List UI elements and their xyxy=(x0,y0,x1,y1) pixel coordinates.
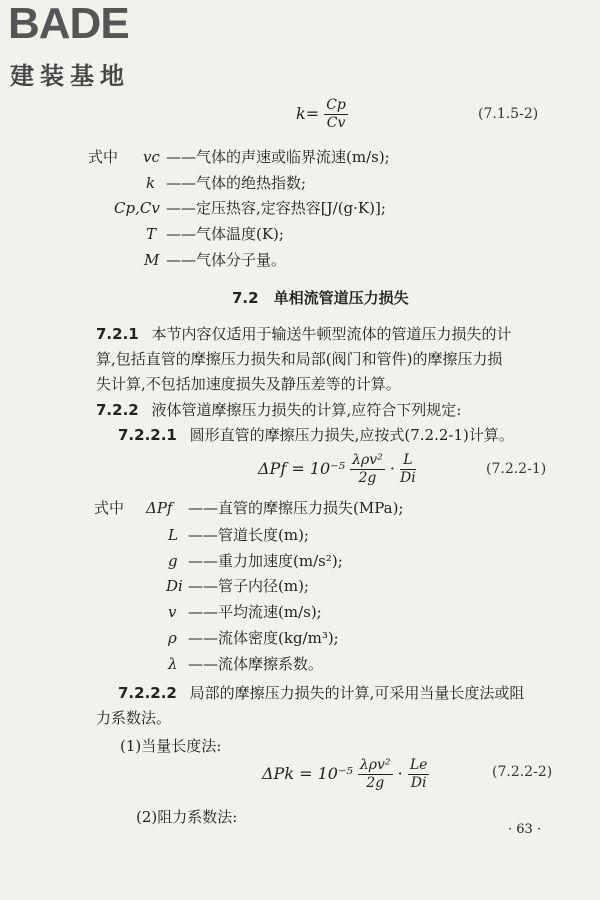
equation-7-1-5-2 xyxy=(296,97,348,132)
watermark-logo xyxy=(0,0,180,92)
clause-number: 7.2.2 xyxy=(96,401,139,419)
paragraph-text: 液体管道摩擦压力损失的计算,应符合下列规定: xyxy=(151,401,462,419)
eq-fraction xyxy=(350,452,385,487)
definition: ——直管的摩擦压力损失(MPa); xyxy=(188,499,404,517)
paragraph-7-2-1 xyxy=(96,323,512,345)
where-label: 式中 xyxy=(94,499,125,517)
logo-subtitle: 建装基地 xyxy=(10,62,130,90)
definition: ——定压热容,定容热容[J/(g·K)]; xyxy=(166,199,386,217)
eq-fraction xyxy=(408,757,430,792)
eq-denominator: Di xyxy=(410,775,427,791)
paragraph-line: 本节内容仅适用于输送牛顿型流体的管道压力损失的计 xyxy=(151,325,512,343)
equation-number: (7.2.2-2) xyxy=(492,764,553,780)
method-2-label: (2)阻力系数法: xyxy=(136,808,238,826)
method-1-label: (1)当量长度法: xyxy=(120,737,222,755)
symbol: ρ xyxy=(168,629,177,647)
eq-numerator: L xyxy=(400,452,416,470)
equation-number: (7.2.2-1) xyxy=(486,461,547,477)
eq-denominator: 2g xyxy=(366,775,385,791)
definition: ——重力加速度(m/s²); xyxy=(188,552,343,570)
clause-number: 7.2.1 xyxy=(96,325,139,343)
symbol: L xyxy=(168,526,178,544)
eq-numerator: Cp xyxy=(326,97,346,113)
paragraph-line: 局部的摩擦压力损失的计算,可采用当量长度法或阻 xyxy=(189,684,525,702)
logo-title: BADE xyxy=(8,0,129,48)
paragraph-7-2-2-2 xyxy=(118,682,524,704)
paragraph-7-2-2-1 xyxy=(118,424,514,446)
eq-fraction xyxy=(358,757,393,792)
paragraph-text: 圆形直管的摩擦压力损失,应按式(7.2.2-1)计算。 xyxy=(189,426,514,444)
where-label: 式中 xyxy=(88,148,119,166)
symbol: ΔPf xyxy=(146,499,173,517)
symbol: Cp,Cv xyxy=(114,199,160,217)
eq-denominator: Cv xyxy=(326,115,346,131)
paragraph-line: 失计算,不包括加速度损失及静压差等的计算。 xyxy=(96,375,401,393)
eq-fraction xyxy=(400,452,416,487)
paragraph-7-2-2 xyxy=(96,399,461,421)
equation-number: (7.1.5-2) xyxy=(478,106,539,122)
page-number: · 63 · xyxy=(508,822,542,837)
definition: ——流体摩擦系数。 xyxy=(188,655,324,673)
clause-number: 7.2.2.2 xyxy=(118,684,177,702)
definition: ——气体的绝热指数; xyxy=(166,174,307,192)
eq-denominator: 2g xyxy=(358,470,377,486)
symbol: v xyxy=(168,603,177,621)
definition: ——气体分子量。 xyxy=(166,251,287,269)
symbol: vc xyxy=(143,148,160,166)
definition: ——气体温度(K); xyxy=(166,225,284,243)
definition: ——管子内径(m); xyxy=(188,577,309,595)
eq-denominator: Di xyxy=(400,470,416,486)
symbol: λ xyxy=(168,655,178,673)
symbol: g xyxy=(168,552,178,570)
equation-7-2-2-2: ΔPk = 10⁻⁵ $\frac{\text{λρv²}}{2g}$ · $\frac{Le}{Di}$ xyxy=(262,757,428,791)
eq-lhs: ΔPf = 10⁻⁵ xyxy=(258,459,346,478)
clause-number: 7.2.2.1 xyxy=(118,426,177,444)
equation-7-2-2-1: ΔPf = 10⁻⁵ $\frac{\text{λρv²}}{2g}$ · $\frac{L}{Di}$ xyxy=(258,452,416,486)
section-heading: 7.2 单相流管道压力损失 xyxy=(232,289,409,307)
eq-numerator: λρv² xyxy=(359,757,391,773)
symbol: M xyxy=(144,251,160,269)
eq-numerator: λρv² xyxy=(352,452,383,468)
paragraph-line: 力系数法。 xyxy=(96,709,172,727)
eq-lhs: k= xyxy=(296,104,320,123)
symbol: k xyxy=(146,174,156,192)
paragraph-line: 算,包括直管的摩擦压力损失和局部(阀门和管件)的摩擦压力损 xyxy=(96,350,503,368)
definition: ——管道长度(m); xyxy=(188,526,309,544)
eq-numerator: Le xyxy=(409,757,428,773)
symbol: Di xyxy=(166,577,183,595)
eq-fraction xyxy=(324,97,348,132)
definition: ——流体密度(kg/m³); xyxy=(188,629,339,647)
eq-lhs: ΔPk = 10⁻⁵ xyxy=(262,764,353,783)
definition: ——平均流速(m/s); xyxy=(188,603,322,621)
definition: ——气体的声速或临界流速(m/s); xyxy=(166,148,390,166)
symbol: T xyxy=(146,225,157,243)
